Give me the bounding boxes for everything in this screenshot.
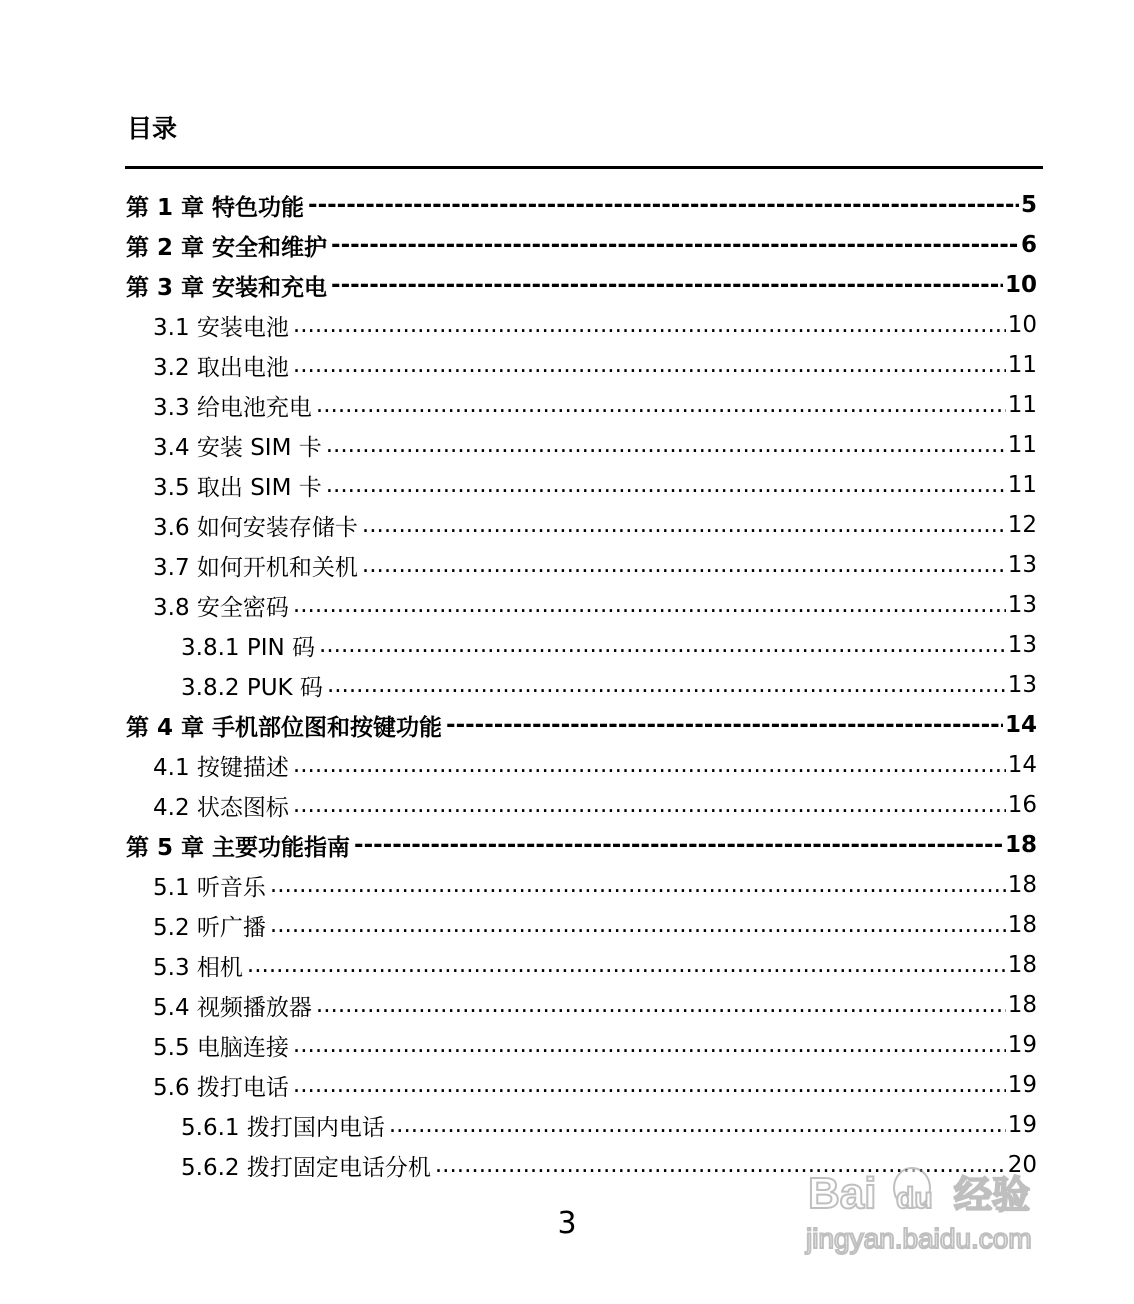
toc-entry-label: 4.1 按键描述: [153, 754, 289, 781]
svg-text:经验: 经验: [954, 1173, 1031, 1217]
toc-entry-page: 18: [1007, 992, 1037, 1018]
toc-entry-page: 18: [1004, 832, 1037, 858]
toc-entry-page: 13: [1007, 592, 1037, 618]
toc-entry-label: 第 2 章 安全和维护: [126, 234, 328, 261]
toc-leader: [327, 672, 1006, 698]
toc-entry[interactable]: [0, 345, 1134, 385]
toc-leader: [293, 1032, 1006, 1058]
toc-entry-page: 11: [1007, 352, 1037, 378]
toc-entry[interactable]: [0, 305, 1134, 345]
toc-entry[interactable]: [0, 545, 1134, 585]
toc-entry-page: 12: [1007, 512, 1037, 538]
toc-leader: [362, 512, 1006, 538]
toc-entry-label: 4.2 状态图标: [153, 794, 289, 821]
toc-entry-label: 第 3 章 安装和充电: [126, 274, 328, 301]
toc-leader: [316, 992, 1006, 1018]
toc-entry-page: 18: [1007, 872, 1037, 898]
toc-entry-page: 16: [1007, 792, 1037, 818]
toc-leader: [326, 432, 1006, 458]
toc-entry-label: 5.6.1 拨打国内电话: [181, 1114, 385, 1141]
toc-entry-label: 5.1 听音乐: [153, 874, 266, 901]
svg-text:Bai: Bai: [808, 1169, 877, 1218]
page-title: 目录: [127, 114, 178, 143]
toc-entry-label: 第 1 章 特色功能: [126, 194, 305, 221]
toc-leader: [293, 592, 1006, 618]
toc-entry[interactable]: [0, 985, 1134, 1025]
toc-leader: [293, 352, 1006, 378]
toc-entry-label: 3.4 安装 SIM 卡: [153, 434, 322, 461]
toc-entry-page: 19: [1007, 1032, 1037, 1058]
toc-entry[interactable]: [0, 945, 1134, 985]
toc-entry[interactable]: [0, 665, 1134, 705]
toc-entry[interactable]: [0, 425, 1134, 465]
toc-entry-page: 20: [1007, 1152, 1037, 1178]
toc-entry-page: 11: [1007, 392, 1037, 418]
toc-leader: [293, 752, 1006, 778]
toc-entry-label: 5.5 电脑连接: [153, 1034, 289, 1061]
toc-entry[interactable]: [0, 1105, 1134, 1145]
toc-leader: [331, 272, 1003, 298]
toc-entry-label: 3.8.2 PUK 码: [181, 674, 323, 701]
toc-entry-page: 18: [1007, 912, 1037, 938]
toc-entry-label: 第 4 章 手机部位图和按键功能: [126, 714, 443, 741]
toc-entry[interactable]: [0, 785, 1134, 825]
svg-text:jingyan.baidu.com: jingyan.baidu.com: [806, 1223, 1032, 1254]
toc-leader: [270, 872, 1006, 898]
toc-entry-page: 10: [1004, 272, 1037, 298]
toc-leader: [293, 1072, 1006, 1098]
toc-entry-label: 3.6 如何安装存储卡: [153, 514, 358, 541]
toc-entry-label: 5.6 拨打电话: [153, 1074, 289, 1101]
toc-entry[interactable]: [0, 265, 1134, 305]
toc-leader: [247, 952, 1006, 978]
toc-entry[interactable]: [0, 745, 1134, 785]
toc-entry-page: 10: [1007, 312, 1037, 338]
toc-entry[interactable]: [0, 825, 1134, 865]
toc-entry-label: 3.2 取出电池: [153, 354, 289, 381]
toc-leader: [270, 912, 1006, 938]
toc-entry-label: 3.8.1 PIN 码: [181, 634, 316, 661]
toc-entry-label: 3.1 安装电池: [153, 314, 289, 341]
toc-entry-label: 3.5 取出 SIM 卡: [153, 474, 322, 501]
toc-leader: [316, 392, 1006, 418]
toc-entry-page: 19: [1007, 1072, 1037, 1098]
toc-entry-label: 3.7 如何开机和关机: [153, 554, 358, 581]
toc-entry-label: 3.8 安全密码: [153, 594, 289, 621]
toc-entry[interactable]: [0, 905, 1134, 945]
toc-entry[interactable]: [0, 225, 1134, 265]
toc-leader: [389, 1112, 1006, 1138]
toc-leader: [319, 632, 1006, 658]
toc-entry-label: 5.6.2 拨打固定电话分机: [181, 1154, 431, 1181]
toc-entry-page: 13: [1007, 632, 1037, 658]
toc-entry[interactable]: [0, 585, 1134, 625]
toc-entry[interactable]: [0, 185, 1134, 225]
toc-entry-page: 13: [1007, 552, 1037, 578]
toc-leader: [446, 712, 1003, 738]
toc-entry[interactable]: [0, 505, 1134, 545]
toc-entry-page: 11: [1007, 472, 1037, 498]
toc-leader: [362, 552, 1006, 578]
toc-entry-label: 5.2 听广播: [153, 914, 266, 941]
toc-entry-page: 19: [1007, 1112, 1037, 1138]
toc-entry-page: 6: [1020, 232, 1037, 258]
toc-entry-label: 第 5 章 主要功能指南: [126, 834, 351, 861]
toc-entry-label: 5.3 相机: [153, 954, 243, 981]
toc-leader: [354, 832, 1003, 858]
svg-text:du: du: [896, 1182, 933, 1215]
toc-entry-page: 14: [1007, 752, 1037, 778]
toc-entry[interactable]: [0, 1025, 1134, 1065]
baidu-jingyan-watermark-logo: [804, 1158, 1064, 1258]
toc-entry-label: 3.3 给电池充电: [153, 394, 312, 421]
toc-entry[interactable]: [0, 465, 1134, 505]
toc-entry-page: 13: [1007, 672, 1037, 698]
toc-entry-page: 14: [1004, 712, 1037, 738]
toc-entry[interactable]: [0, 1065, 1134, 1105]
toc-leader: [326, 472, 1006, 498]
toc-entry-page: 18: [1007, 952, 1037, 978]
table-of-contents: [0, 185, 1134, 1185]
toc-leader: [293, 312, 1006, 338]
toc-entry[interactable]: [0, 625, 1134, 665]
toc-leader: [331, 232, 1019, 258]
toc-entry[interactable]: [0, 705, 1134, 745]
toc-leader: [308, 192, 1019, 218]
toc-leader: [293, 792, 1006, 818]
toc-entry[interactable]: [0, 865, 1134, 905]
toc-entry-page: 5: [1020, 192, 1037, 218]
toc-entry-label: 5.4 视频播放器: [153, 994, 312, 1021]
page-number: 3: [557, 1206, 577, 1241]
toc-entry-page: 11: [1007, 432, 1037, 458]
title-divider: [125, 166, 1043, 169]
toc-entry[interactable]: [0, 385, 1134, 425]
